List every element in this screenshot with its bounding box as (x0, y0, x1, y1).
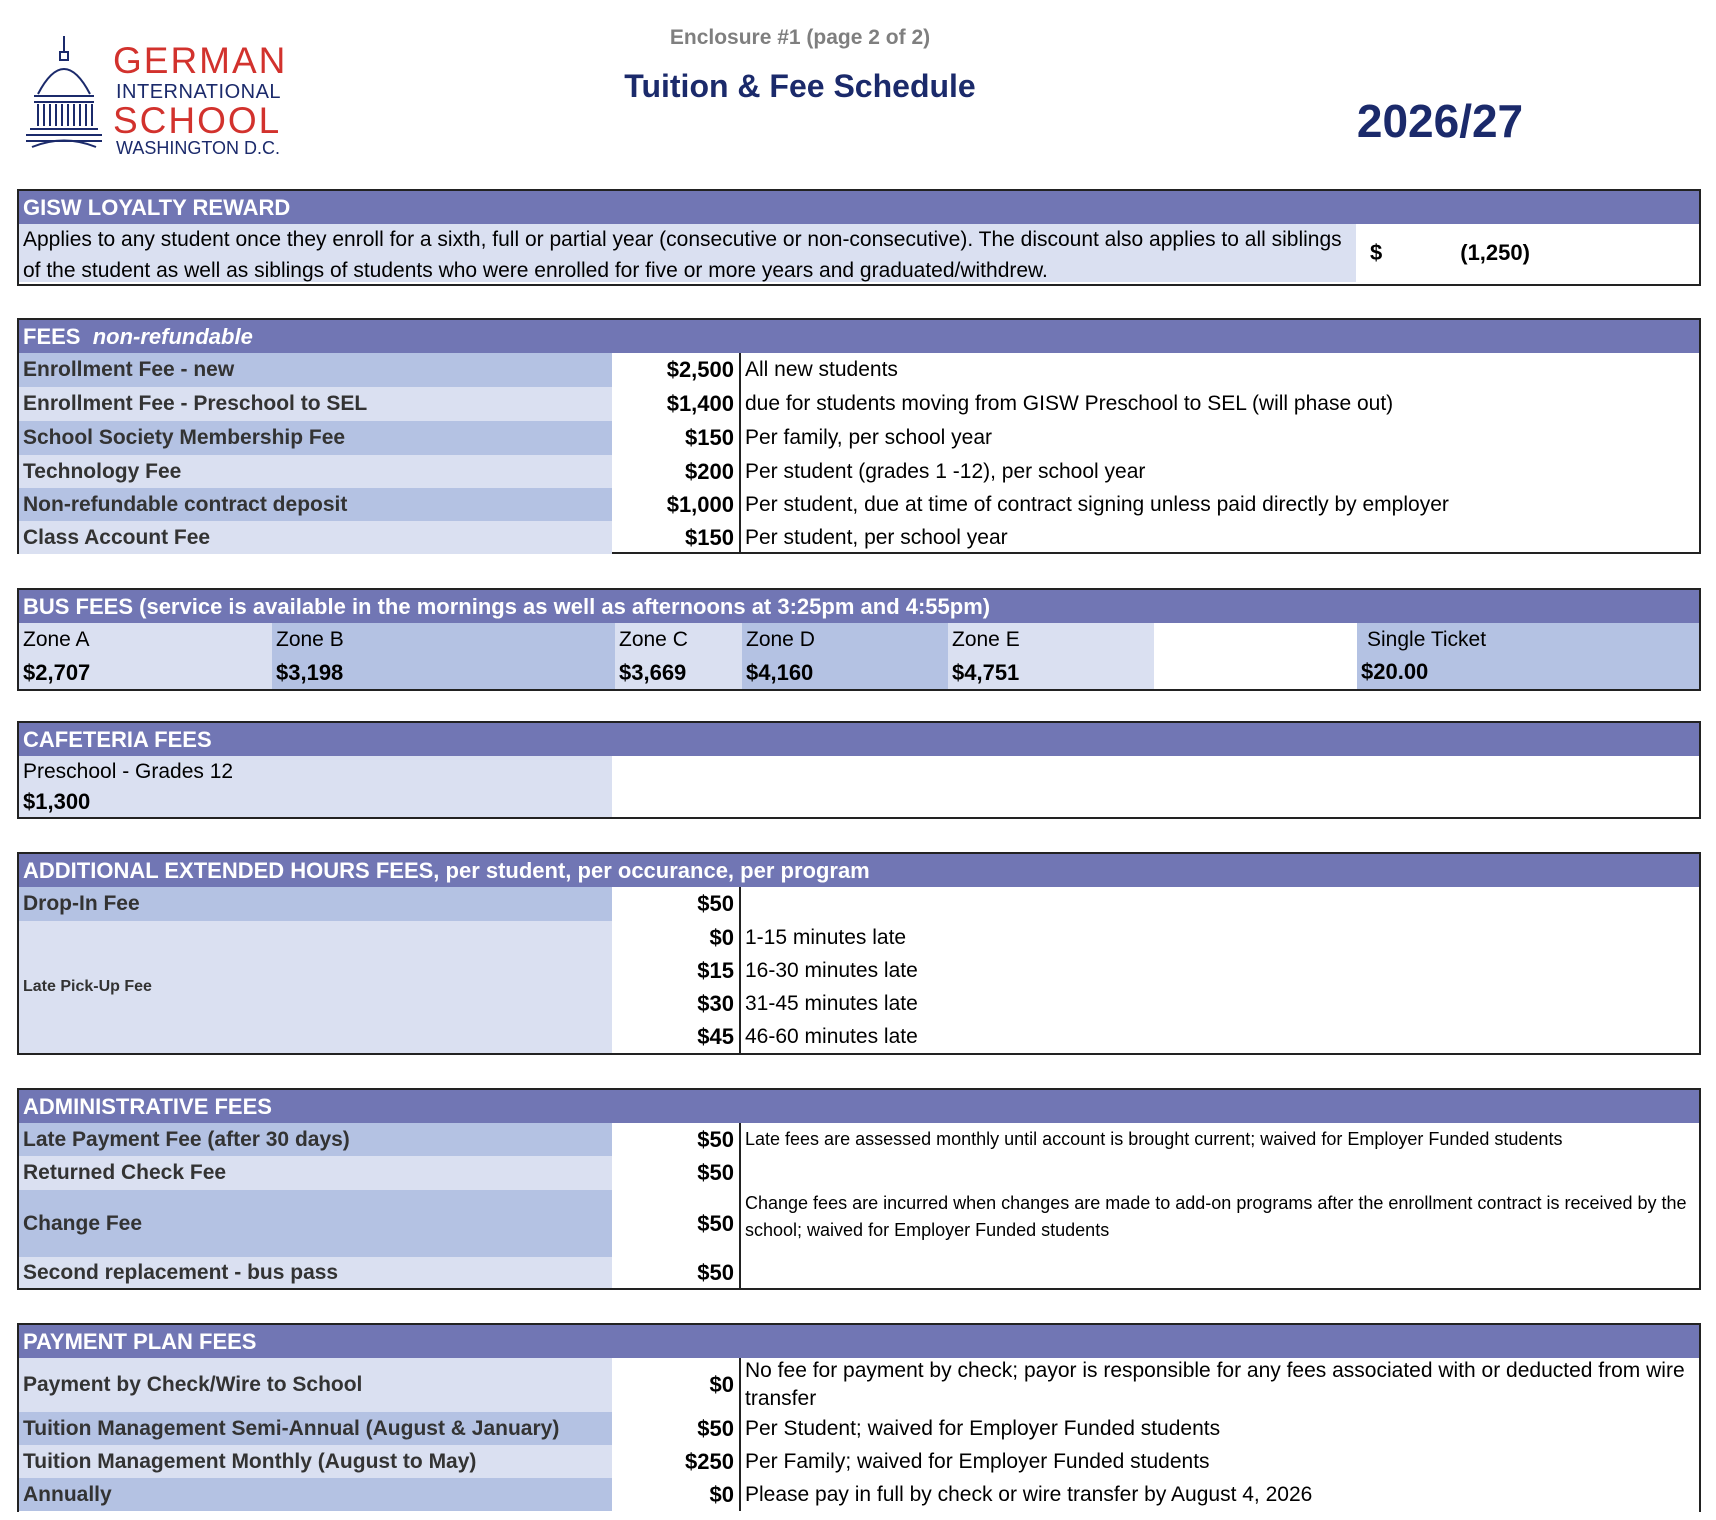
table-row (19, 521, 1699, 554)
row-label: Enrollment Fee - new (19, 353, 612, 387)
row-desc: 31-45 minutes late (739, 987, 1699, 1020)
row-amount: $50 (697, 1415, 734, 1441)
bus-header: BUS FEES (service is available in the mornings as well as afternoons at 3:25pm and 4:55pm) (19, 590, 1699, 623)
row-amount: $200 (685, 458, 734, 484)
row-desc (739, 1257, 1699, 1288)
loyalty-amount: (1,250) (1460, 240, 1530, 265)
row-amount: $0 (709, 924, 734, 950)
row-label: Non-refundable contract deposit (19, 488, 612, 521)
table-row (19, 353, 1699, 387)
table-row (19, 387, 1699, 421)
single-ticket-label: Single Ticket (1367, 628, 1487, 651)
logo-line-german: GERMAN (113, 40, 288, 81)
zone-label: Zone A (23, 628, 90, 651)
zone-label: Zone E (952, 628, 1020, 651)
row-label: Drop-In Fee (19, 887, 612, 921)
row-label: Class Account Fee (19, 521, 612, 554)
table-row (19, 488, 1699, 521)
row-desc: Per student, per school year (739, 521, 1699, 554)
row-desc: Per student (grades 1 -12), per school year (739, 455, 1699, 488)
row-amount: $1,400 (666, 391, 734, 416)
row-desc: No fee for payment by check; payor is responsible for any fees associated with or deducted from wire transfer (739, 1358, 1699, 1412)
bus-zone-d (742, 623, 948, 689)
fees-title: FEES (23, 324, 81, 349)
row-desc: Change fees are incurred when changes are made to add-on programs after the enrollment contract is received by the school; waived for Employer Funded students (739, 1190, 1699, 1257)
loyalty-text: Applies to any student once they enroll for a sixth, full or partial year (consecutive or non-consecutive). The discount also applies to all siblings of the student as well as siblings of students who were enrolled for five or more years and graduated/withdrew. (19, 224, 1356, 282)
row-desc: 1-15 minutes late (739, 921, 1699, 954)
row-amount: $50 (697, 891, 734, 916)
row-amount: $15 (697, 957, 734, 983)
fees-header (19, 320, 1699, 353)
capitol-dome-icon (24, 34, 104, 154)
cafeteria-price: $1,300 (23, 789, 91, 814)
row-desc: Late fees are assessed monthly until account is brought current; waived for Employer Funded students (739, 1123, 1699, 1156)
row-amount: $50 (697, 1160, 734, 1185)
enclosure-label: Enclosure #1 (page 2 of 2) (669, 26, 931, 49)
late-pickup-label: Late Pick-Up Fee (19, 921, 612, 1053)
row-desc: due for students moving from GISW Preschool to SEL (will phase out) (739, 387, 1699, 421)
row-label: Late Payment Fee (after 30 days) (19, 1123, 612, 1156)
row-amount: $150 (685, 524, 734, 550)
row-label: Change Fee (19, 1190, 612, 1257)
row-amount: $30 (697, 990, 734, 1016)
extended-hours-section (17, 852, 1701, 1055)
row-desc: All new students (739, 353, 1699, 387)
table-row (612, 921, 1699, 954)
bus-zone-a (19, 623, 272, 689)
row-label: Enrollment Fee - Preschool to SEL (19, 387, 612, 421)
zone-price: $2,707 (23, 660, 91, 685)
zone-price: $4,160 (746, 660, 814, 685)
table-row (612, 954, 1699, 987)
table-row (19, 1478, 1699, 1511)
bus-zone-b (272, 623, 615, 689)
row-desc: 16-30 minutes late (739, 954, 1699, 987)
row-amount: $1,000 (666, 491, 734, 517)
table-row (19, 1412, 1699, 1445)
zone-label: Zone B (276, 628, 344, 651)
row-label: Tuition Management Semi-Annual (August & January) (19, 1412, 612, 1445)
logo-line-international: INTERNATIONAL (116, 81, 282, 103)
row-amount: $0 (709, 1481, 734, 1507)
zone-price: $4,751 (952, 660, 1020, 685)
table-row (19, 455, 1699, 488)
logo-line-school: SCHOOL (113, 100, 282, 141)
row-desc: 46-60 minutes late (739, 1020, 1699, 1053)
row-label: Tuition Management Monthly (August to May) (19, 1445, 612, 1478)
table-row (19, 1190, 1699, 1257)
row-amount: $50 (697, 1210, 734, 1236)
row-label: Payment by Check/Wire to School (19, 1358, 612, 1412)
page-title: Tuition & Fee Schedule (624, 68, 976, 104)
row-desc: Please pay in full by check or wire transfer by August 4, 2026 (739, 1478, 1699, 1511)
table-row (19, 1123, 1699, 1156)
row-desc: Per Family; waived for Employer Funded students (739, 1445, 1699, 1478)
row-amount: $50 (697, 1126, 734, 1152)
table-row (612, 987, 1699, 1020)
bus-single-ticket (1357, 623, 1699, 689)
bus-zone-c (615, 623, 742, 689)
zone-price: $3,198 (276, 660, 344, 685)
bus-zone-e (948, 623, 1154, 689)
table-row (19, 887, 1699, 921)
row-amount: $0 (709, 1372, 734, 1397)
row-amount: $2,500 (666, 357, 734, 382)
payment-plan-section (17, 1323, 1701, 1512)
row-amount: $50 (697, 1259, 734, 1285)
table-row (19, 1445, 1699, 1478)
row-label: Returned Check Fee (19, 1156, 612, 1190)
bus-section (17, 588, 1701, 691)
row-amount: $45 (697, 1023, 734, 1049)
zone-label: Zone D (746, 628, 815, 651)
row-desc (739, 1156, 1699, 1190)
table-row (19, 1257, 1699, 1288)
administrative-section (17, 1088, 1701, 1290)
fees-section (17, 318, 1701, 554)
cafeteria-header: CAFETERIA FEES (19, 723, 1699, 756)
table-row (19, 1358, 1699, 1412)
row-desc: Per family, per school year (739, 421, 1699, 455)
loyalty-header: GISW LOYALTY REWARD (19, 191, 1699, 224)
school-logo (20, 30, 290, 170)
administrative-header: ADMINISTRATIVE FEES (19, 1090, 1699, 1123)
row-label: Technology Fee (19, 455, 612, 488)
cafeteria-label: Preschool - Grades 12 (23, 760, 234, 783)
single-ticket-price: $20.00 (1361, 659, 1429, 684)
row-desc: Per student, due at time of contract signing unless paid directly by employer (739, 488, 1699, 521)
row-desc: Per Student; waived for Employer Funded students (739, 1412, 1699, 1445)
row-amount: $150 (685, 425, 734, 450)
extended-hours-header: ADDITIONAL EXTENDED HOURS FEES, per student, per occurance, per program (19, 854, 1699, 887)
cafeteria-section (17, 721, 1701, 819)
table-row (19, 421, 1699, 455)
zone-price: $3,669 (619, 660, 687, 685)
loyalty-currency: $ (1370, 240, 1383, 265)
row-label: Annually (19, 1478, 612, 1511)
zone-label: Zone C (619, 628, 688, 651)
table-row (19, 1156, 1699, 1190)
row-label: School Society Membership Fee (19, 421, 612, 455)
logo-line-washington: WASHINGTON D.C. (116, 138, 281, 158)
table-row (612, 1020, 1699, 1053)
row-label: Second replacement - bus pass (19, 1257, 612, 1288)
fees-subtitle: non-refundable (92, 324, 253, 349)
payment-plan-header: PAYMENT PLAN FEES (19, 1325, 1699, 1358)
loyalty-section (17, 189, 1701, 286)
row-amount: $250 (685, 1448, 734, 1474)
school-year: 2026/27 (1356, 95, 1524, 147)
